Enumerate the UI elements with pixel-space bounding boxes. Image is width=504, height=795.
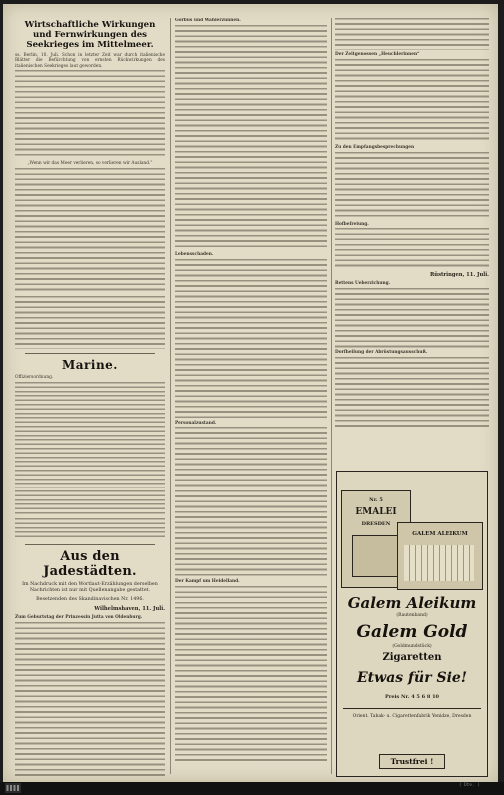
ad-price-line: Preis Nr. 4 5 6 8 10 [384, 694, 440, 700]
article-body-text [175, 259, 327, 419]
article-body-text [335, 357, 489, 427]
column-left [15, 18, 165, 776]
marine-listing-text [15, 518, 165, 540]
library-logo-icon [5, 783, 21, 793]
ad-divider [343, 708, 481, 709]
brand-note-1: (Rautenband) [396, 613, 428, 618]
article-body-text [335, 59, 489, 143]
article-lead: Rettens Ueberzichung. [335, 281, 391, 287]
trustfrei-badge: Trustfrei ! [379, 754, 445, 769]
section-title-marine: Marine. [62, 358, 118, 372]
article-body-text [15, 296, 165, 349]
jade-article-body [15, 622, 165, 777]
article-quote: „Wenn wir das Meer verlieren, so verlieren wir Ausland.“ [27, 161, 153, 167]
article-lead: Personalzustand. [175, 420, 217, 426]
jade-dateline: Wilhelmshaven, 11. Juli. [94, 605, 165, 612]
article-body-text [335, 18, 489, 50]
jade-article-lead: Zum Geburtstag der Prinzessin Jutta von Oldenburg. [15, 614, 143, 620]
article-body-text [175, 25, 327, 250]
article-body-text [15, 168, 165, 294]
jade-subtitle: Im Nachdruck mit den Wortlaut-Erzählungen derselben Nachrichten ist nur mit Quellenangabe gestattet. [22, 581, 158, 593]
cigarette-tin-illustration: Nr. 5 EMALEI DRESDEN [341, 490, 411, 588]
article-body-text [175, 427, 327, 577]
article-body-text [335, 152, 489, 220]
article-lead: Der Zeitgenossen „Heuchlerinnen“ [335, 52, 420, 57]
scan-footer-strip [0, 782, 504, 795]
article-lead: Dorfheilung der Abrüstungsausschuß. [335, 350, 428, 355]
cigarette-rows [404, 545, 474, 581]
column-middle [175, 18, 327, 776]
ad-manufacturer: Orient. Tabak- u. Cigarettenfabrik Yenidze, Dresden [352, 714, 472, 719]
brand-note-2: (Goldmundstück) [392, 644, 432, 649]
cigarette-advertisement [336, 471, 488, 777]
article-lead: Der Kampf um Heidelland. [175, 579, 240, 585]
headline-economic-effects: Wirtschaftliche Wirkungen und Fernwirkungen des Seekrieges im Mittelmeer. [24, 20, 156, 50]
jade-subtitle-2: Besetzenden des Skandinavischen Nr. 1496. [36, 596, 144, 602]
cigarette-box-illustration: GALEM ALEIKUM [397, 522, 483, 590]
marine-listing-text [15, 382, 165, 488]
tin-ornament [352, 535, 400, 577]
rustringen-dateline: Rüstringen, 11. Juli. [430, 272, 489, 279]
column-right [335, 18, 489, 470]
ad-product-label: Zigaretten [382, 652, 442, 663]
marine-listing-text [15, 490, 165, 516]
newspaper-page [3, 4, 498, 782]
section-title-jade: Aus den Jadestädten. [43, 548, 137, 579]
scan-signature: ( Dte. ) [458, 783, 480, 788]
section-divider [25, 544, 155, 545]
article-lead: ss. Berlin, 10. Juli. Schon in letzter Zeit war durch italienische Blätter die Befürchtung von ernsten Rückwirkungen des italienischen Seekrieges laut geworden. [15, 53, 165, 69]
column-rule [170, 18, 171, 774]
marine-intro: Offiziersordnung. [15, 375, 54, 380]
ad-slogan: Etwas für Sie! [357, 670, 467, 686]
article-body-text [175, 586, 327, 761]
brand-galem-aleikum: Galem Aleikum [347, 594, 477, 612]
article-body-text [335, 288, 489, 348]
article-lead: Gorbus und Wahlerzunnen. [175, 18, 241, 23]
section-divider [25, 353, 155, 354]
article-lead: Zu den Empfangsbesprechungen [335, 144, 415, 150]
article-lead: Hofbefreiung. [335, 221, 369, 227]
article-body-text [15, 70, 165, 159]
article-lead: Lebensschaden. [175, 251, 214, 257]
column-rule [331, 18, 332, 774]
article-body-text [335, 228, 489, 270]
brand-galem-gold: Galem Gold [356, 622, 468, 642]
